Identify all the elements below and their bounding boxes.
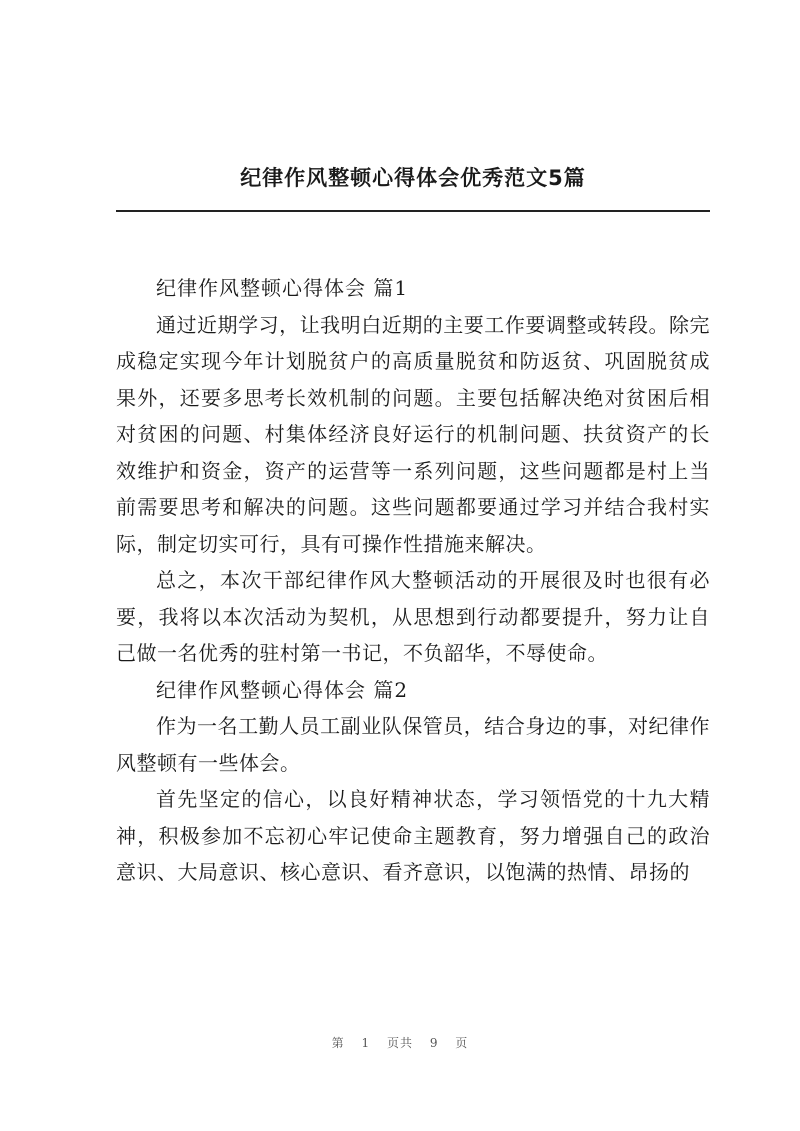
section-heading-1: 纪律作风整顿心得体会 篇1: [156, 276, 409, 300]
page-label-mid: 页共: [386, 1036, 413, 1050]
current-page-number: 1: [361, 1036, 371, 1050]
paragraph: 作为一名工勤人员工副业队保管员，结合身边的事，对纪律作风整顿有一些体会。: [116, 714, 710, 775]
total-pages-number: 9: [429, 1036, 439, 1050]
page-label-suffix: 页: [455, 1036, 469, 1050]
section-heading-2: 纪律作风整顿心得体会 篇2: [156, 677, 409, 702]
title-divider: [116, 210, 710, 212]
page-title: 纪律作风整顿心得体会优秀范文5篇: [240, 166, 586, 190]
page-footer: [0, 1034, 800, 1051]
paragraph: 通过近期学习，让我明白近期的主要工作要调整或转段。除完成稳定实现今年计划脱贫户的高质量脱贫和防返贫、巩固脱贫成果外，还要多思考长效机制的问题。主要包括解决绝对贫困后相对贫困的问题、村集体经济良好运行的机制问题、扶贫资产的长效维护和资金，资产的运营等一系列问题，这些问题都是村上当前需要思考和解决的问题。这些问题都要通过学习并结合我村实际，制定切实可行，具有可操作性措施来解决。: [116, 312, 710, 556]
page-label-prefix: 第: [331, 1036, 345, 1050]
paragraph: 首先坚定的信心，以良好精神状态，学习领悟党的十九大精神，积极参加不忘初心牢记使命主题教育，努力增强自己的政治意识、大局意识、核心意识、看齐意识，以饱满的热情、昂扬的: [116, 787, 710, 884]
document-body: [116, 270, 710, 891]
paragraph: 总之，本次干部纪律作风大整顿活动的开展很及时也很有必要，我将以本次活动为契机，从思想到行动都要提升，努力让自己做一名优秀的驻村第一书记，不负韶华，不辱使命。: [116, 568, 710, 665]
